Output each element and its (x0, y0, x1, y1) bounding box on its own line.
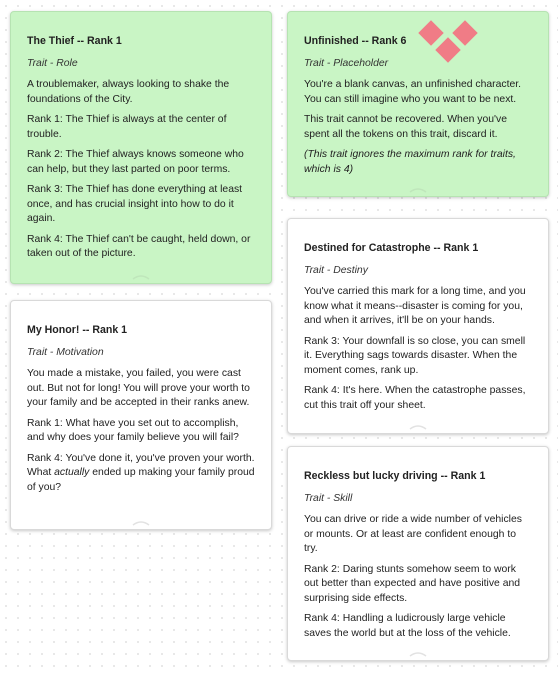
card-title: Unfinished -- Rank 6 (304, 35, 407, 47)
card-note: (This trait ignores the maximum rank for traits, which is 4) (304, 149, 516, 175)
card-description: You're a blank canvas, an unfinished character. You can still imagine who you want to be next. (304, 79, 522, 105)
drag-handle-icon[interactable] (132, 274, 150, 280)
diamond-shape (418, 20, 443, 45)
drag-handle-icon[interactable] (409, 424, 427, 430)
card-title: Reckless but lucky driving -- Rank 1 (304, 470, 486, 482)
rank-text-part: Rank 4: You've done it, you've proven your worth. What (27, 452, 255, 478)
diamond-cluster-icon (418, 18, 480, 68)
card-title: My Honor! -- Rank 1 (27, 324, 128, 336)
drag-handle-icon[interactable] (132, 520, 150, 526)
rank-text-part: ended up making your family proud of you? (27, 467, 255, 493)
trait-card-destined-for-catastrophe[interactable] (287, 218, 549, 434)
card-rank-text: Rank 1: What have you set out to accomplish, and why does your family believe you will fail? (27, 417, 239, 443)
card-description: You made a mistake, you failed, you were cast out. But not for long! You will prove your worth to your family and be accepted in their ranks anew. (27, 368, 250, 408)
rank-text-emphasis: actually (54, 467, 90, 478)
card-rank-text: Rank 4: It's here. When the catastrophe passes, cut this trait off your sheet. (304, 385, 526, 411)
card-rank-text: Rank 1: The Thief is always at the center of trouble. (27, 114, 227, 140)
card-subtitle: Trait - Destiny (304, 264, 368, 276)
card-rule-text: This trait cannot be recovered. When you've spent all the tokens on this trait, discard it. (304, 114, 507, 140)
drag-handle-icon[interactable] (409, 651, 427, 657)
card-rank-text: Rank 3: Your downfall is so close, you can smell it. Everything sags towards disaster. When the moment comes, rank up. (304, 335, 526, 376)
trait-card-reckless-driving[interactable] (287, 446, 549, 661)
card-rank-text: Rank 4: Handling a ludicrously large vehicle saves the world but at the loss of the vehicle. (304, 613, 511, 639)
card-rank-text: Rank 2: The Thief always knows someone who can help, but they last parted on poor terms. (27, 149, 244, 175)
card-rank-text: Rank 4: The Thief can't be caught, held down, or taken out of the picture. (27, 233, 251, 259)
diamond-shape (435, 37, 460, 62)
trait-card-my-honor[interactable] (10, 300, 272, 530)
card-description: A troublemaker, always looking to shake the foundations of the City. (27, 79, 230, 105)
card-rank-text (27, 452, 255, 496)
diamond-shape (452, 20, 477, 45)
card-title: The Thief -- Rank 1 (27, 35, 122, 47)
card-description: You've carried this mark for a long time, and you know what it means--disaster is coming for you, and when it arrives, it'll be on your hands. (304, 286, 526, 326)
card-subtitle: Trait - Motivation (27, 346, 104, 358)
card-subtitle: Trait - Skill (304, 492, 353, 504)
drag-handle-icon[interactable] (409, 187, 427, 193)
card-rank-text: Rank 2: Daring stunts somehow seem to work out better than expected and have positive and surprising side effects. (304, 563, 521, 604)
card-subtitle: Trait - Placeholder (304, 57, 389, 69)
card-rank-text: Rank 3: The Thief has done everything at least once, and has crucial insight into how to do it again. (27, 184, 243, 224)
card-title: Destined for Catastrophe -- Rank 1 (304, 242, 479, 254)
card-subtitle: Trait - Role (27, 57, 78, 69)
trait-card-thief[interactable] (10, 11, 272, 284)
card-description: You can drive or ride a wide number of vehicles or mounts. Or at least are confident enough to try. (304, 514, 522, 554)
